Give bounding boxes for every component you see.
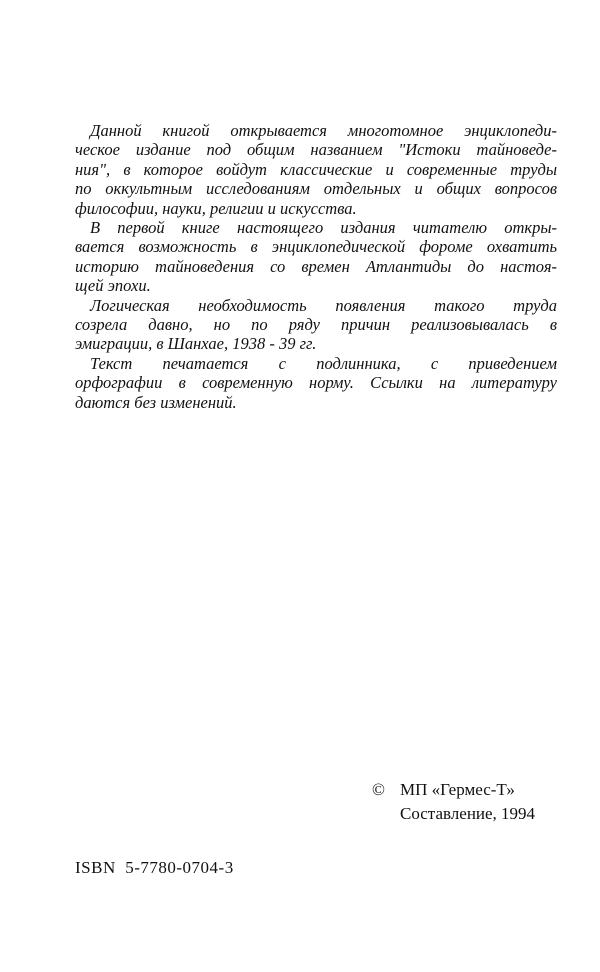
text-line: историю тайноведения со времен Атлантиды до настоя- <box>75 256 557 276</box>
text-line: ния", в которое войдут классические и современные труды <box>75 159 557 179</box>
isbn: ISBN 5-7780-0704-3 <box>75 858 234 877</box>
compilation-year: Составление, 1994 <box>400 804 536 823</box>
paragraph <box>75 218 557 296</box>
text-line: созрела давно, но по ряду причин реализовывалась в <box>75 315 557 335</box>
copyright-block <box>372 778 535 826</box>
text-line: В первой книге настоящего издания читателю откры- <box>90 218 557 238</box>
text-line: даются без изменений. <box>75 392 237 412</box>
text-line: щей эпохи. <box>75 276 151 296</box>
text-line: Текст печатается с подлинника, с приведением <box>90 353 557 373</box>
publisher: МП «Гермес-Т» <box>400 780 515 799</box>
text-line: эмиграции, в Шанхае, 1938 - 39 гг. <box>75 334 317 354</box>
paragraph <box>75 354 557 412</box>
paragraph <box>75 121 557 218</box>
annotation-text <box>75 121 557 412</box>
text-line: Данной книгой открывается многотомное энциклопеди- <box>90 121 557 140</box>
text-line: по оккультным исследованиям отдельных и общих вопросов <box>75 179 557 199</box>
text-line: Логическая необходимость появления такого труда <box>90 295 557 315</box>
copyright-symbol: © <box>372 780 385 799</box>
paragraph <box>75 296 557 354</box>
text-line: философии, науки, религии и искусства. <box>75 198 357 218</box>
text-line: вается возможность в энциклопедической фороме охватить <box>75 237 557 257</box>
text-line: орфографии в современную норму. Ссылки на литературу <box>75 373 557 393</box>
text-line: ческое издание под общим названием "Истоки тайноведе- <box>75 140 557 160</box>
